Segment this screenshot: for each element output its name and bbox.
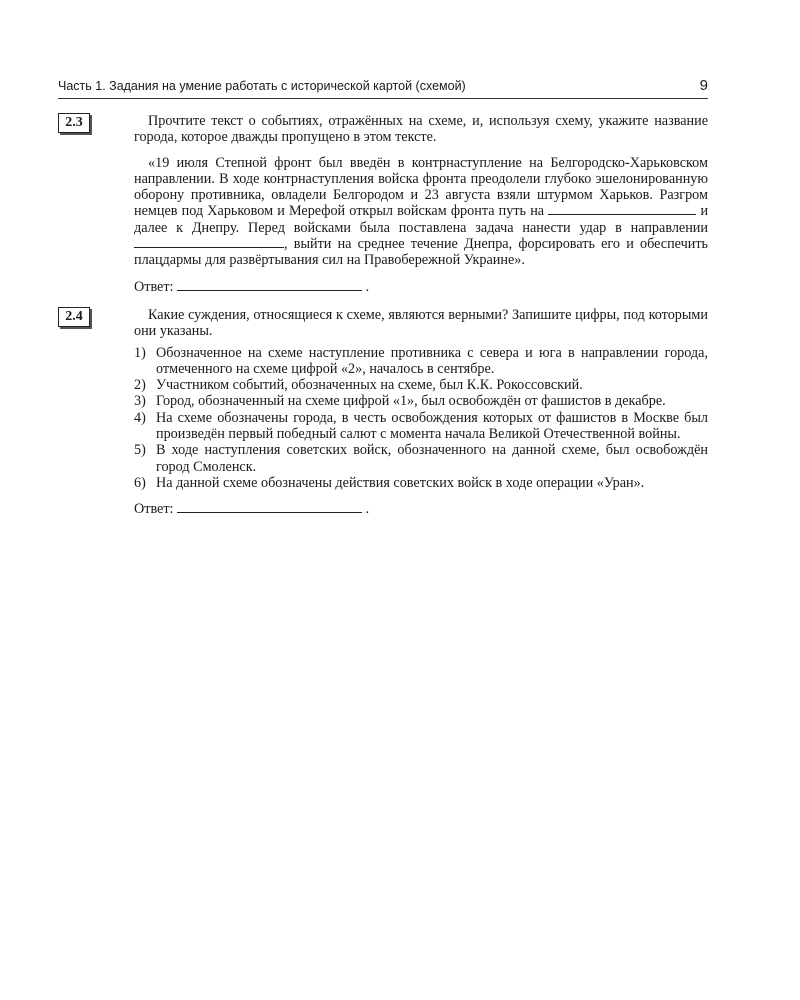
statement-item xyxy=(134,442,708,475)
blank-city-2[interactable] xyxy=(134,236,284,248)
statement-item xyxy=(134,410,708,443)
answer-period: . xyxy=(365,501,370,518)
section-title: Часть 1. Задания на умение работать с исторической картой (схемой) xyxy=(58,79,466,93)
answer-field[interactable] xyxy=(177,501,362,513)
answer-field[interactable] xyxy=(177,279,362,291)
running-header xyxy=(58,77,708,97)
statement-number: 4) xyxy=(134,409,146,426)
statement-text: На данной схеме обозначены действия советских войск в ходе операции «Уран». xyxy=(156,474,645,491)
statement-text: На схеме обозначены города, в честь освобождения которых от фашистов в Москве был произведён первый победный салют с момента начала Великой Отечественной войны. xyxy=(156,409,708,443)
quote-text-2: и далее к Днепру. Перед войсками была поставлена задача нанести удар в направлении xyxy=(134,203,709,236)
task-2-3 xyxy=(58,113,708,295)
statement-item xyxy=(134,345,708,378)
statement-text: Участником событий, обозначенных на схеме, был К.К. Рокоссовский. xyxy=(156,377,583,394)
statement-number: 3) xyxy=(134,393,146,410)
statement-list xyxy=(134,345,708,492)
statement-text: Город, обозначенный на схеме цифрой «1», был освобождён от фашистов в декабре. xyxy=(156,393,666,410)
task-instruction: Прочтите текст о событиях, отражённых на схеме, и, используя схему, укажите название города, которое дважды пропущено в этом тексте. xyxy=(134,113,708,146)
answer-label: Ответ: xyxy=(134,278,174,295)
answer-line xyxy=(134,501,708,517)
quote-text-1: «19 июля Степной фронт был введён в контрнаступление на Белгородско-Харьковском направлении. В ходе контрнаступления войска фронта преодолели глубоко эшелонированную оборону противника, овладели Белгородом и 23 августа взяли штурмом Харьков. Разгром немцев под Харьковом и Мерефой открыл войскам фронта путь на xyxy=(134,154,708,220)
answer-label: Ответ: xyxy=(134,501,174,518)
answer-line xyxy=(134,279,708,295)
statement-number: 1) xyxy=(134,344,146,361)
statement-text: Обозначенное на схеме наступление противника с севера и юга в направлении города, отмеченного на схеме цифрой «2», началось в сентябре. xyxy=(156,344,708,377)
statement-number: 5) xyxy=(134,442,146,459)
task-instruction: Какие суждения, относящиеся к схеме, являются верными? Запишите цифры, под которыми они указаны. xyxy=(134,307,708,340)
header-rule xyxy=(58,98,708,99)
statement-number: 2) xyxy=(134,377,146,394)
source-quote xyxy=(134,155,708,269)
task-number-box: 2.3 xyxy=(58,113,90,133)
statement-item xyxy=(134,393,708,409)
blank-city-1[interactable] xyxy=(548,203,696,215)
statement-item xyxy=(134,377,708,393)
statement-text: В ходе наступления советских войск, обозначенного на данной схеме, был освобождён город Смоленск. xyxy=(156,442,708,475)
page-number: 9 xyxy=(699,77,708,94)
answer-period: . xyxy=(365,278,370,295)
task-2-4 xyxy=(58,307,708,518)
statement-number: 6) xyxy=(134,474,146,491)
quote-text-3: , выйти на среднее течение Днепра, форсировать его и обеспечить плацдармы для развёртывания сил на Правобережной Украине». xyxy=(134,236,708,269)
statement-item xyxy=(134,475,708,491)
task-number-box: 2.4 xyxy=(58,307,90,327)
